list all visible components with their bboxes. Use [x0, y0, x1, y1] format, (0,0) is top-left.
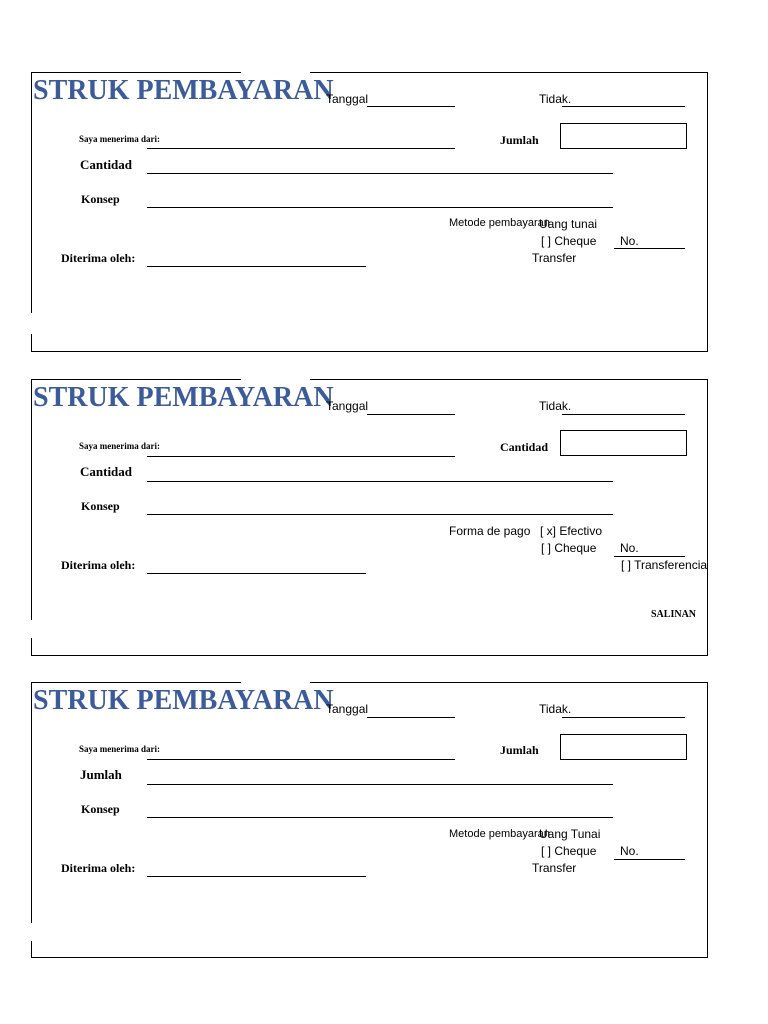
amount-label: Jumlah: [80, 767, 122, 782]
option-cheque[interactable]: [ ] Cheque: [541, 541, 597, 555]
received-from-label: Saya menerima dari:: [79, 441, 160, 451]
cheque-no-field[interactable]: [614, 859, 685, 860]
amount-field[interactable]: [147, 173, 613, 174]
cheque-no-label: No.: [620, 844, 639, 858]
border-line: [707, 72, 708, 351]
receipt-title: STRUK PEMBAYARAN: [33, 382, 334, 413]
receipt-form: [0, 682, 768, 972]
concept-field[interactable]: [147, 207, 613, 208]
border-line: [310, 682, 708, 683]
received-by-label: Diterima oleh:: [61, 861, 136, 875]
amount-box[interactable]: [560, 430, 687, 456]
copy-note: SALINAN: [651, 609, 697, 620]
received-by-field[interactable]: [147, 266, 366, 267]
received-from-field[interactable]: [147, 759, 455, 760]
received-by-field[interactable]: [147, 876, 366, 877]
border-line: [310, 379, 708, 380]
payment-method-label: Metode pembayaran: [449, 828, 550, 840]
border-line: [31, 638, 32, 655]
receipt-form: [0, 72, 768, 362]
border-line: [707, 379, 708, 655]
received-by-label: Diterima oleh:: [61, 558, 136, 572]
concept-label: Konsep: [81, 192, 120, 206]
cheque-no-field[interactable]: [614, 248, 685, 249]
number-label: Tidak.: [539, 92, 572, 106]
received-by-field[interactable]: [147, 573, 366, 574]
border-line: [707, 682, 708, 957]
date-field[interactable]: [367, 717, 455, 718]
option-transfer[interactable]: Transfer: [532, 861, 577, 875]
border-line: [31, 72, 32, 313]
option-cash[interactable]: Uang tunai: [539, 217, 598, 231]
border-line: [31, 655, 708, 656]
date-label: Tanggal: [326, 399, 369, 413]
amount-box[interactable]: [560, 734, 687, 760]
option-transfer[interactable]: [ ] Transferencia: [621, 558, 708, 572]
date-field[interactable]: [367, 414, 455, 415]
border-line: [31, 379, 32, 620]
payment-method-label: Metode pembayaran: [449, 217, 550, 229]
concept-field[interactable]: [147, 817, 613, 818]
border-line: [31, 72, 241, 73]
amount-field[interactable]: [147, 784, 613, 785]
number-field[interactable]: [562, 717, 685, 718]
cheque-no-label: No.: [620, 541, 639, 555]
border-line: [31, 957, 708, 958]
option-transfer[interactable]: Transfer: [532, 251, 577, 265]
amount-label: Cantidad: [80, 157, 133, 172]
amount-label: Cantidad: [80, 464, 133, 479]
border-line: [310, 72, 708, 73]
option-cash[interactable]: Uang Tunai: [539, 827, 601, 841]
received-from-field[interactable]: [147, 456, 455, 457]
cheque-no-field[interactable]: [614, 556, 685, 557]
number-field[interactable]: [562, 414, 685, 415]
border-line: [31, 941, 32, 957]
number-field[interactable]: [562, 106, 685, 107]
received-by-label: Diterima oleh:: [61, 251, 136, 265]
border-line: [31, 351, 708, 352]
received-from-label: Saya menerima dari:: [79, 744, 160, 754]
amount-box-label: Jumlah: [500, 133, 539, 147]
date-field[interactable]: [367, 106, 455, 107]
receipt-form: [0, 379, 768, 669]
option-cheque[interactable]: [ ] Cheque: [541, 844, 597, 858]
payment-method-label: Forma de pago: [449, 524, 531, 538]
amount-box-label: Jumlah: [500, 743, 539, 757]
received-from-field[interactable]: [147, 148, 455, 149]
receipt-title: STRUK PEMBAYARAN: [33, 685, 334, 716]
amount-box[interactable]: [560, 123, 687, 149]
border-line: [31, 379, 241, 380]
border-line: [31, 682, 32, 923]
number-label: Tidak.: [539, 702, 572, 716]
date-label: Tanggal: [326, 92, 369, 106]
option-cheque[interactable]: [ ] Cheque: [541, 234, 597, 248]
amount-field[interactable]: [147, 481, 613, 482]
amount-box-label: Cantidad: [500, 440, 549, 454]
concept-label: Konsep: [81, 802, 120, 816]
border-line: [31, 334, 32, 351]
number-label: Tidak.: [539, 399, 572, 413]
received-from-label: Saya menerima dari:: [79, 134, 160, 144]
concept-field[interactable]: [147, 514, 613, 515]
concept-label: Konsep: [81, 499, 120, 513]
option-cash[interactable]: [ x] Efectivo: [540, 524, 603, 538]
cheque-no-label: No.: [620, 234, 639, 248]
receipt-title: STRUK PEMBAYARAN: [33, 75, 334, 106]
border-line: [31, 682, 241, 683]
date-label: Tanggal: [326, 702, 369, 716]
